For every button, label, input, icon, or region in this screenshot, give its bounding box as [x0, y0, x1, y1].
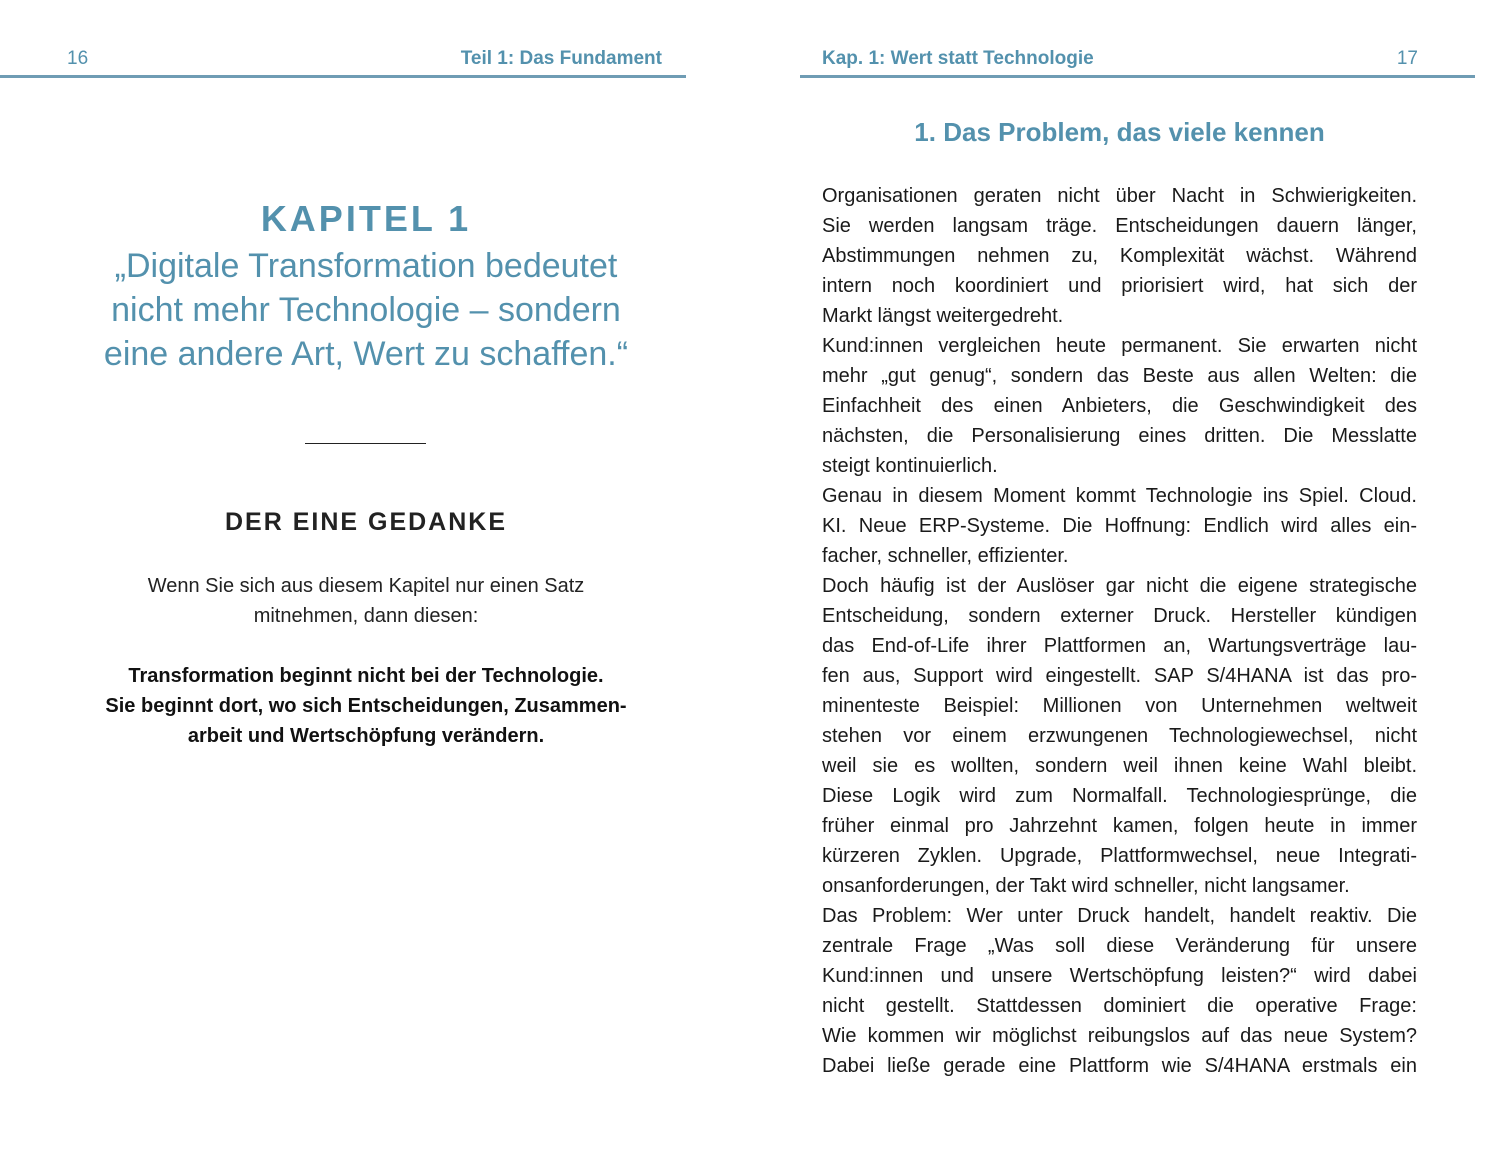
gedanke-intro-line: mitnehmen, dann diesen:: [253, 605, 479, 627]
page-number-left: 16: [67, 48, 89, 69]
body-line: Doch häufig ist der Auslöser gar nicht die eigene strategische: [822, 575, 1417, 597]
right-page-header: [790, 48, 1485, 76]
body-line: Abstimmungen nehmen zu, Komplexität wächst. Während: [822, 245, 1417, 267]
body-line: Entscheidung, sondern externer Druck. Hersteller kündigen: [822, 605, 1417, 627]
running-head-left: Teil 1: Das Fundament: [460, 48, 662, 69]
body-text: [822, 181, 1417, 1081]
body-line: Sie werden langsam träge. Entscheidungen dauern länger,: [822, 215, 1417, 237]
running-head-right: Kap. 1: Wert statt Technologie: [822, 48, 1094, 69]
chapter-quote-line: nicht mehr Technologie – sondern: [111, 291, 621, 329]
chapter-label: KAPITEL 1: [260, 198, 472, 239]
body-line: Genau in diesem Moment kommt Technologie ins Spiel. Cloud.: [822, 485, 1417, 507]
section-title: 1. Das Problem, das viele kennen: [914, 117, 1325, 147]
gedanke-intro-line: Wenn Sie sich aus diesem Kapitel nur einen Satz: [147, 575, 585, 597]
section-divider: [305, 443, 426, 444]
body-line: früher einmal pro Jahrzehnt kamen, folgen heute in immer: [822, 815, 1417, 837]
header-rule-right: [800, 75, 1475, 78]
body-line: Einfachheit des einen Anbieters, die Geschwindigkeit des: [822, 395, 1417, 417]
body-line: stehen vor einem erzwungenen Technologiewechsel, nicht: [822, 725, 1417, 747]
right-page: [790, 0, 1485, 1162]
body-line: fen aus, Support wird eingestellt. SAP S/4HANA ist das pro-: [822, 665, 1417, 687]
body-line: Dabei ließe gerade eine Plattform wie S/4HANA erstmals ein: [822, 1055, 1417, 1077]
body-line: das End-of-Life ihrer Plattformen an, Wartungsverträge lau-: [822, 635, 1417, 657]
body-line: Kund:innen vergleichen heute permanent. Sie erwarten nicht: [822, 335, 1417, 357]
body-line: mehr „gut genug“, sondern das Beste aus allen Welten: die: [822, 365, 1417, 387]
left-page: [0, 0, 700, 1162]
body-line: facher, schneller, effizienter.: [822, 545, 1069, 567]
chapter-quote-line: „Digitale Transformation bedeutet: [114, 247, 618, 285]
body-line: minenteste Beispiel: Millionen von Unternehmen weltweit: [822, 695, 1417, 717]
body-line: Organisationen geraten nicht über Nacht in Schwierigkeiten.: [822, 185, 1417, 207]
body-line: intern noch koordiniert und priorisiert wird, hat sich der: [822, 275, 1417, 297]
key-thought-quote: [60, 661, 672, 751]
body-line: onsanforderungen, der Takt wird schneller, nicht langsamer.: [822, 875, 1350, 897]
key-thought-line: arbeit und Wertschöpfung verändern.: [187, 725, 545, 747]
body-line: Markt längst weitergedreht.: [822, 305, 1064, 327]
key-thought-line: Sie beginnt dort, wo sich Entscheidungen, Zusammen-: [105, 695, 627, 717]
key-thought-line: Transformation beginnt nicht bei der Technologie.: [128, 665, 604, 687]
gedanke-intro: [80, 571, 652, 631]
body-line: Diese Logik wird zum Normalfall. Technologiesprünge, die: [822, 785, 1417, 807]
body-line: Kund:innen und unsere Wertschöpfung leisten?“ wird dabei: [822, 965, 1417, 987]
header-rule-left: [0, 75, 686, 78]
page-number-right: 17: [1396, 48, 1418, 69]
body-line: zentrale Frage „Was soll diese Veränderung für unsere: [822, 935, 1417, 957]
chapter-quote-line: eine andere Art, Wert zu schaffen.“: [103, 335, 629, 373]
left-page-header: [0, 48, 700, 76]
body-line: Das Problem: Wer unter Druck handelt, handelt reaktiv. Die: [822, 905, 1417, 927]
body-line: steigt kontinuierlich.: [822, 455, 998, 477]
gedanke-heading: DER EINE GEDANKE: [224, 508, 508, 536]
body-line: KI. Neue ERP-Systeme. Die Hoffnung: Endlich wird alles ein-: [822, 515, 1417, 537]
chapter-quote: [40, 244, 692, 376]
body-line: Wie kommen wir möglichst reibungslos auf das neue System?: [822, 1025, 1417, 1047]
body-line: nächsten, die Personalisierung eines dritten. Die Messlatte: [822, 425, 1417, 447]
body-line: kürzeren Zyklen. Upgrade, Plattformwechsel, neue Integrati-: [822, 845, 1417, 867]
body-line: weil sie es wollten, sondern weil ihnen keine Wahl bleibt.: [822, 755, 1417, 777]
body-line: nicht gestellt. Stattdessen dominiert die operative Frage:: [822, 995, 1417, 1017]
